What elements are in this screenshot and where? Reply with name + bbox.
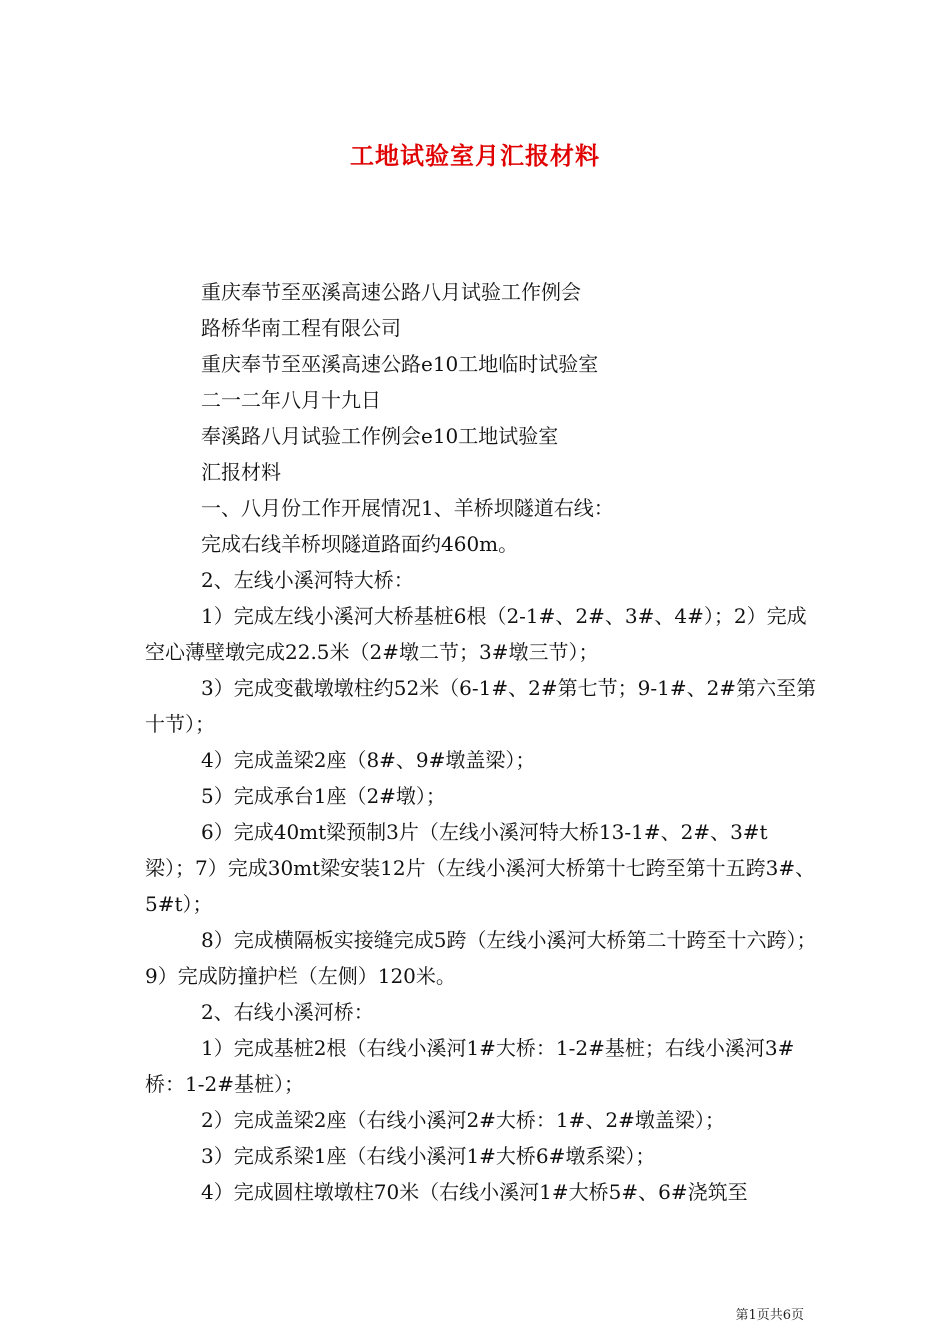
paragraph: 1）完成基桩2根（右线小溪河1#大桥：1-2#基桩；右线小溪河3#桥：1-2#基桩）； bbox=[145, 1036, 795, 1096]
paragraph: 8）完成横隔板实接缝完成5跨（左线小溪河大桥第二十跨至十六跨）；9）完成防撞护栏（左侧）120米。 bbox=[145, 928, 817, 988]
page-number: 第1页共6页 bbox=[735, 1308, 804, 1323]
paragraph: 完成右线羊桥坝隧道路面约460m。 bbox=[201, 532, 519, 556]
paragraph: 路桥华南工程有限公司 bbox=[201, 316, 401, 340]
paragraph: 4）完成盖梁2座（8#、9#墩盖梁）； bbox=[201, 748, 536, 772]
paragraph: 二一二年八月十九日 bbox=[201, 388, 381, 412]
paragraph: 一、八月份工作开展情况1、羊桥坝隧道右线： bbox=[201, 496, 614, 520]
paragraph: 重庆奉节至巫溪高速公路e10工地临时试验室 bbox=[201, 352, 599, 376]
paragraph: 4）完成圆柱墩墩柱70米（右线小溪河1#大桥5#、6#浇筑至 bbox=[201, 1180, 748, 1204]
paragraph: 汇报材料 bbox=[201, 460, 281, 484]
paragraph: 重庆奉节至巫溪高速公路八月试验工作例会 bbox=[201, 280, 581, 304]
paragraph: 2、右线小溪河桥： bbox=[201, 1000, 374, 1024]
paragraph: 3）完成变截墩墩柱约52米（6-1#、2#第七节；9-1#、2#第六至第十节）； bbox=[145, 676, 817, 736]
paragraph: 6）完成40mt梁预制3片（左线小溪河特大桥13-1#、2#、3#t梁）；7）完成30mt梁安装12片（左线小溪河大桥第十七跨至第十五跨3#、5#t）； bbox=[145, 820, 816, 916]
paragraph: 3）完成系梁1座（右线小溪河1#大桥6#墩系梁）； bbox=[201, 1144, 656, 1168]
paragraph: 2）完成盖梁2座（右线小溪河2#大桥：1#、2#墩盖梁）； bbox=[201, 1108, 725, 1132]
paragraph: 5）完成承台1座（2#墩）； bbox=[201, 784, 446, 808]
document-body bbox=[145, 274, 817, 1210]
paragraph: 1）完成左线小溪河大桥基桩6根（2-1#、2#、3#、4#）；2）完成空心薄壁墩完成22.5米（2#墩二节；3#墩三节）； bbox=[145, 604, 807, 664]
paragraph: 奉溪路八月试验工作例会e10工地试验室 bbox=[201, 424, 559, 448]
document-title: 工地试验室月汇报材料 bbox=[350, 141, 600, 170]
paragraph: 2、左线小溪河特大桥： bbox=[201, 568, 414, 592]
